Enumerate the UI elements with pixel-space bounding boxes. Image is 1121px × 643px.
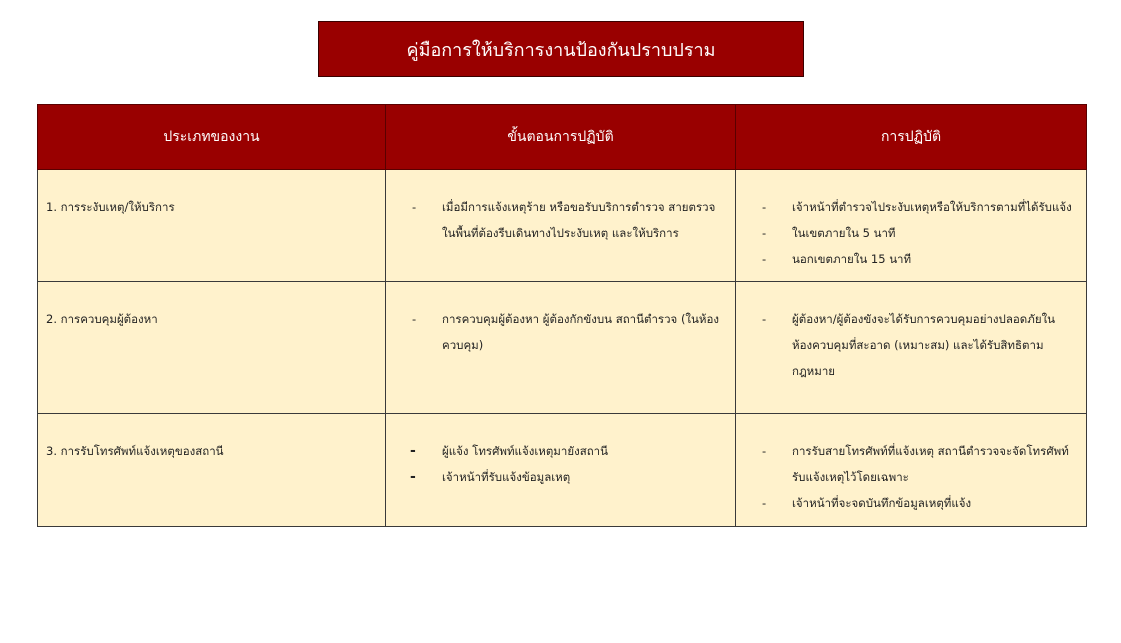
dash-bullet: - [762, 226, 767, 240]
list-item: - เมื่อมีการแจ้งเหตุร้าย หรือขอรับบริการตำรวจ สายตรวจในพื้นที่ต้องรีบเดินทางไประงับเหตุ และให้บริการ [394, 194, 727, 246]
category-cell: 3. การรับโทรศัพท์แจ้งเหตุของสถานี [38, 414, 386, 527]
dash-bullet: - [762, 444, 767, 458]
dash-bullet: - [410, 469, 416, 485]
operations-cell [736, 282, 1087, 414]
category-cell: 1. การระงับเหตุ/ให้บริการ [38, 170, 386, 282]
table-header-row [38, 105, 1087, 170]
operations-cell [736, 170, 1087, 282]
list-item: - ผู้แจ้ง โทรศัพท์แจ้งเหตุมายังสถานี [394, 438, 727, 464]
list-item: - การรับสายโทรศัพท์ที่แจ้งเหตุ สถานีตำรวจจะจัดโทรศัพท์รับแจ้งเหตุไว้โดยเฉพาะ [744, 438, 1078, 490]
page-title-text: คู่มือการให้บริการงานป้องกันปราบปราม [406, 39, 716, 61]
list-item: - เจ้าหน้าที่จะจดบันทึกข้อมูลเหตุที่แจ้ง [744, 490, 1078, 516]
header-operation: การปฏิบัติ [736, 105, 1087, 170]
list-item: - ในเขตภายใน 5 นาที [744, 220, 1078, 246]
table-row [38, 414, 1087, 527]
page-title [318, 21, 804, 77]
dash-bullet: - [412, 200, 417, 214]
dash-bullet: - [412, 312, 417, 326]
list-item: - เจ้าหน้าที่ตำรวจไประงับเหตุหรือให้บริการตามที่ได้รับแจ้ง [744, 194, 1078, 220]
header-work-type: ประเภทของงาน [38, 105, 386, 170]
list-item: - เจ้าหน้าที่รับแจ้งข้อมูลเหตุ [394, 464, 727, 490]
steps-cell [386, 170, 736, 282]
category-cell: 2. การควบคุมผู้ต้องหา [38, 282, 386, 414]
steps-cell [386, 282, 736, 414]
list-item: - นอกเขตภายใน 15 นาที [744, 246, 1078, 272]
header-procedure: ขั้นตอนการปฏิบัติ [386, 105, 736, 170]
operations-cell [736, 414, 1087, 527]
service-guide-table [37, 104, 1087, 527]
dash-bullet: - [762, 496, 767, 510]
table-row [38, 170, 1087, 282]
dash-bullet: - [762, 312, 767, 326]
dash-bullet: - [410, 443, 416, 459]
dash-bullet: - [762, 200, 767, 214]
table-row [38, 282, 1087, 414]
list-item: - ผู้ต้องหา/ผู้ต้องขังจะได้รับการควบคุมอย่างปลอดภัยในห้องควบคุมที่สะอาด (เหมาะสม) และได้รับสิทธิตามกฎหมาย [744, 306, 1078, 384]
steps-cell [386, 414, 736, 527]
list-item: - การควบคุมผู้ต้องหา ผู้ต้องกักขังบน สถานีตำรวจ (ในห้องควบคุม) [394, 306, 727, 358]
dash-bullet: - [762, 252, 767, 266]
